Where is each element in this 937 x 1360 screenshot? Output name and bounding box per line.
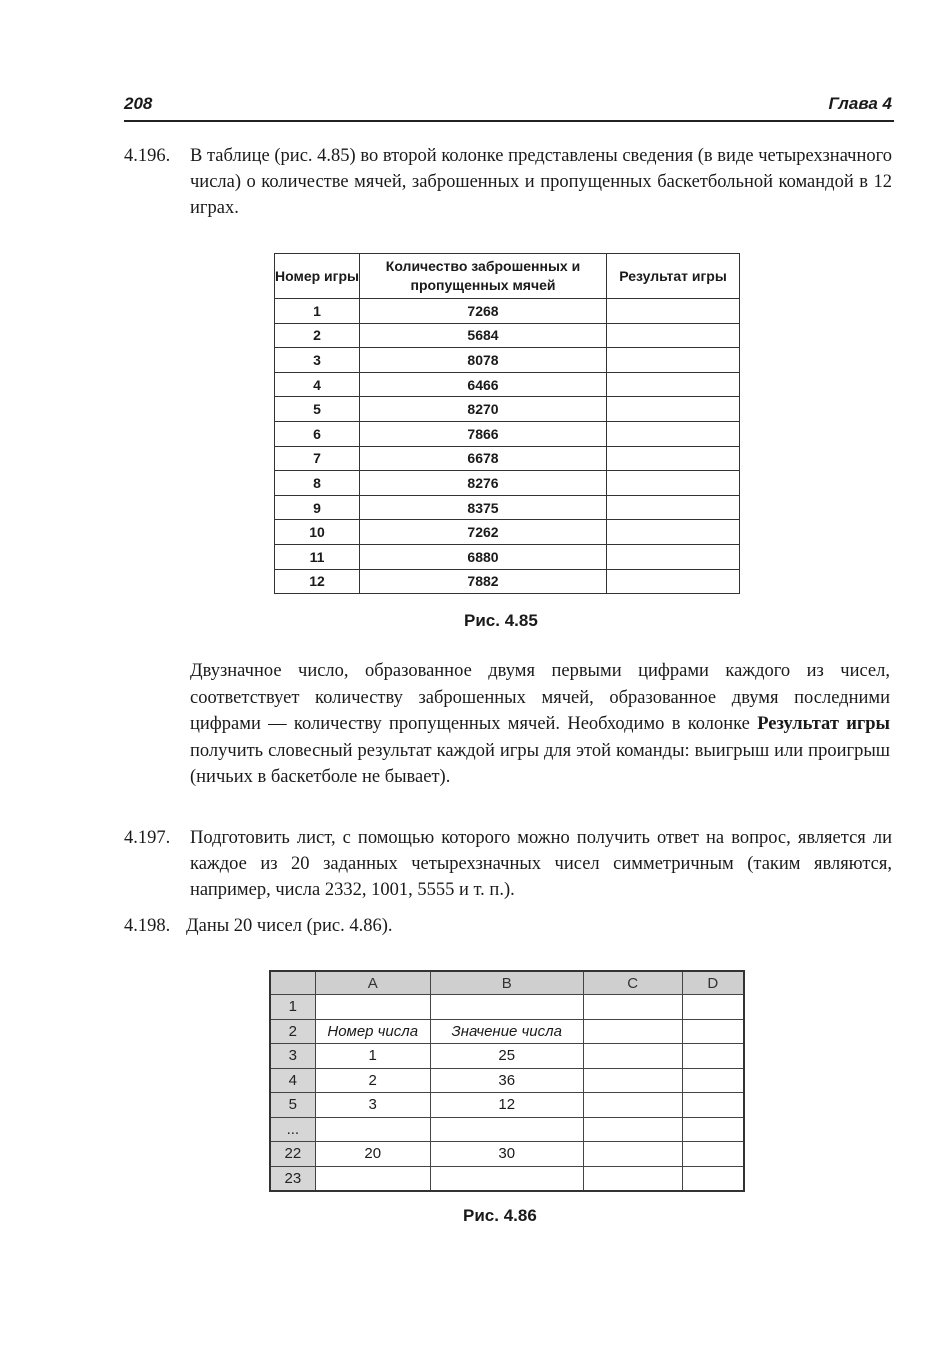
table-header-row xyxy=(275,254,740,299)
balls-value-cell: 8270 xyxy=(360,397,607,422)
game-number-cell: 1 xyxy=(275,299,360,324)
row-header: 1 xyxy=(270,995,315,1020)
spreadsheet-cell xyxy=(583,1142,682,1167)
spreadsheet-table xyxy=(269,970,745,1192)
chapter-title: Глава 4 xyxy=(828,94,892,113)
table-row xyxy=(275,348,740,373)
spreadsheet-cell xyxy=(583,1166,682,1191)
row-header: 5 xyxy=(270,1093,315,1118)
table-row xyxy=(275,544,740,569)
balls-value-cell: 8375 xyxy=(360,495,607,520)
balls-value-cell: 8276 xyxy=(360,471,607,496)
spreadsheet-cell xyxy=(315,1166,430,1191)
spreadsheet-cell xyxy=(583,1019,682,1044)
task-text: Даны 20 чисел (рис. 4.86). xyxy=(186,916,393,936)
figure-caption-4-86: Рис. 4.86 xyxy=(463,1206,537,1225)
result-cell xyxy=(607,323,740,348)
row-header: 22 xyxy=(270,1142,315,1167)
corner-cell xyxy=(270,971,315,995)
spreadsheet-row xyxy=(270,1093,744,1118)
spreadsheet-cell xyxy=(430,1166,583,1191)
table-row xyxy=(275,446,740,471)
result-cell xyxy=(607,348,740,373)
balls-value-cell: 7882 xyxy=(360,569,607,594)
spreadsheet-cell xyxy=(583,1068,682,1093)
column-header: A xyxy=(315,971,430,995)
column-header-row xyxy=(270,971,744,995)
spreadsheet-cell xyxy=(583,1117,682,1142)
description-text-2: получить словесный результат каждой игры для этой команды: выигрыш или проигрыш (ничьих в баскетболе не бывает). xyxy=(190,740,890,787)
description-text-1: Двузначное число, образованное двумя первыми цифрами каждого из чисел, соответствует количеству заброшенных мячей, образованное двумя последними цифрами — количеству пропущенных мячей. Необходимо в колонке xyxy=(190,661,890,734)
column-header: C xyxy=(583,971,682,995)
result-cell xyxy=(607,569,740,594)
balls-value-cell: 7866 xyxy=(360,421,607,446)
task-description xyxy=(190,658,890,791)
spreadsheet-row xyxy=(270,1142,744,1167)
description-bold-term: Результат игры xyxy=(757,714,890,734)
spreadsheet-cell: 20 xyxy=(315,1142,430,1167)
row-header: ... xyxy=(270,1117,315,1142)
task-4-196 xyxy=(124,143,892,221)
result-cell xyxy=(607,520,740,545)
result-cell xyxy=(607,299,740,324)
game-number-cell: 9 xyxy=(275,495,360,520)
spreadsheet-cell xyxy=(583,1093,682,1118)
spreadsheet-cell xyxy=(430,995,583,1020)
balls-value-cell: 8078 xyxy=(360,348,607,373)
spreadsheet-cell xyxy=(583,995,682,1020)
spreadsheet-cell xyxy=(682,1068,744,1093)
spreadsheet-cell xyxy=(315,995,430,1020)
games-table-body xyxy=(275,299,740,594)
spreadsheet-row xyxy=(270,1068,744,1093)
task-text: Подготовить лист, с помощью которого можно получить ответ на вопрос, является ли каждое из 20 заданных четырехзначных чисел симметричным (таким являются, например, числа 2332, 1001, 5555 и т. п.). xyxy=(190,828,892,900)
balls-value-cell: 7268 xyxy=(360,299,607,324)
table-row xyxy=(275,495,740,520)
game-number-cell: 8 xyxy=(275,471,360,496)
row-header: 23 xyxy=(270,1166,315,1191)
spreadsheet-cell xyxy=(682,995,744,1020)
task-text: В таблице (рис. 4.85) во второй колонке представлены сведения (в виде четырехзначного числа) о количестве мячей, заброшенных и пропущенных баскетбольной командой в 12 играх. xyxy=(190,146,892,218)
game-number-cell: 10 xyxy=(275,520,360,545)
balls-value-cell: 6466 xyxy=(360,372,607,397)
game-number-cell: 5 xyxy=(275,397,360,422)
table-row xyxy=(275,520,740,545)
row-header: 2 xyxy=(270,1019,315,1044)
column-header: D xyxy=(682,971,744,995)
game-number-cell: 12 xyxy=(275,569,360,594)
task-number: 4.197. xyxy=(124,828,171,848)
table-row xyxy=(275,299,740,324)
spreadsheet-cell: 1 xyxy=(315,1044,430,1069)
table-row xyxy=(275,372,740,397)
header-result: Результат игры xyxy=(607,254,740,299)
page-header xyxy=(124,92,894,122)
spreadsheet-cell: 30 xyxy=(430,1142,583,1167)
table-row xyxy=(275,323,740,348)
spreadsheet-cell: 12 xyxy=(430,1093,583,1118)
spreadsheet-cell xyxy=(682,1044,744,1069)
row-header: 4 xyxy=(270,1068,315,1093)
spreadsheet-row xyxy=(270,1166,744,1191)
games-table xyxy=(274,253,740,594)
header-balls: Количество заброшенных и пропущенных мячей xyxy=(360,254,607,299)
result-cell xyxy=(607,421,740,446)
game-number-cell: 2 xyxy=(275,323,360,348)
figure-caption-4-85: Рис. 4.85 xyxy=(464,611,538,630)
game-number-cell: 3 xyxy=(275,348,360,373)
spreadsheet-row xyxy=(270,1117,744,1142)
spreadsheet-cell: 25 xyxy=(430,1044,583,1069)
result-cell xyxy=(607,471,740,496)
result-cell xyxy=(607,372,740,397)
balls-value-cell: 5684 xyxy=(360,323,607,348)
balls-value-cell: 6678 xyxy=(360,446,607,471)
spreadsheet-cell xyxy=(682,1142,744,1167)
result-cell xyxy=(607,446,740,471)
spreadsheet-cell: 3 xyxy=(315,1093,430,1118)
spreadsheet-cell xyxy=(682,1019,744,1044)
task-number: 4.198. xyxy=(124,916,171,936)
table-row xyxy=(275,569,740,594)
task-number: 4.196. xyxy=(124,146,171,166)
spreadsheet-cell: 2 xyxy=(315,1068,430,1093)
balls-value-cell: 6880 xyxy=(360,544,607,569)
page-number: 208 xyxy=(124,94,153,113)
game-number-cell: 4 xyxy=(275,372,360,397)
table-row xyxy=(275,397,740,422)
spreadsheet-cell xyxy=(315,1117,430,1142)
header-game-number: Номер игры xyxy=(275,254,360,299)
spreadsheet-row xyxy=(270,1044,744,1069)
column-header: B xyxy=(430,971,583,995)
result-cell xyxy=(607,544,740,569)
table-row xyxy=(275,471,740,496)
spreadsheet-cell xyxy=(430,1117,583,1142)
table-row xyxy=(275,421,740,446)
task-4-198 xyxy=(124,913,892,939)
spreadsheet-cell xyxy=(682,1117,744,1142)
row-header: 3 xyxy=(270,1044,315,1069)
spreadsheet-cell xyxy=(682,1166,744,1191)
spreadsheet-cell xyxy=(682,1093,744,1118)
game-number-cell: 11 xyxy=(275,544,360,569)
result-cell xyxy=(607,495,740,520)
balls-value-cell: 7262 xyxy=(360,520,607,545)
spreadsheet-cell: 36 xyxy=(430,1068,583,1093)
spreadsheet-cell: Номер числа xyxy=(315,1019,430,1044)
spreadsheet-row xyxy=(270,1019,744,1044)
game-number-cell: 7 xyxy=(275,446,360,471)
spreadsheet-body xyxy=(270,971,744,1191)
spreadsheet-row xyxy=(270,995,744,1020)
spreadsheet-cell: Значение числа xyxy=(430,1019,583,1044)
spreadsheet-cell xyxy=(583,1044,682,1069)
game-number-cell: 6 xyxy=(275,421,360,446)
task-4-197 xyxy=(124,825,892,903)
result-cell xyxy=(607,397,740,422)
